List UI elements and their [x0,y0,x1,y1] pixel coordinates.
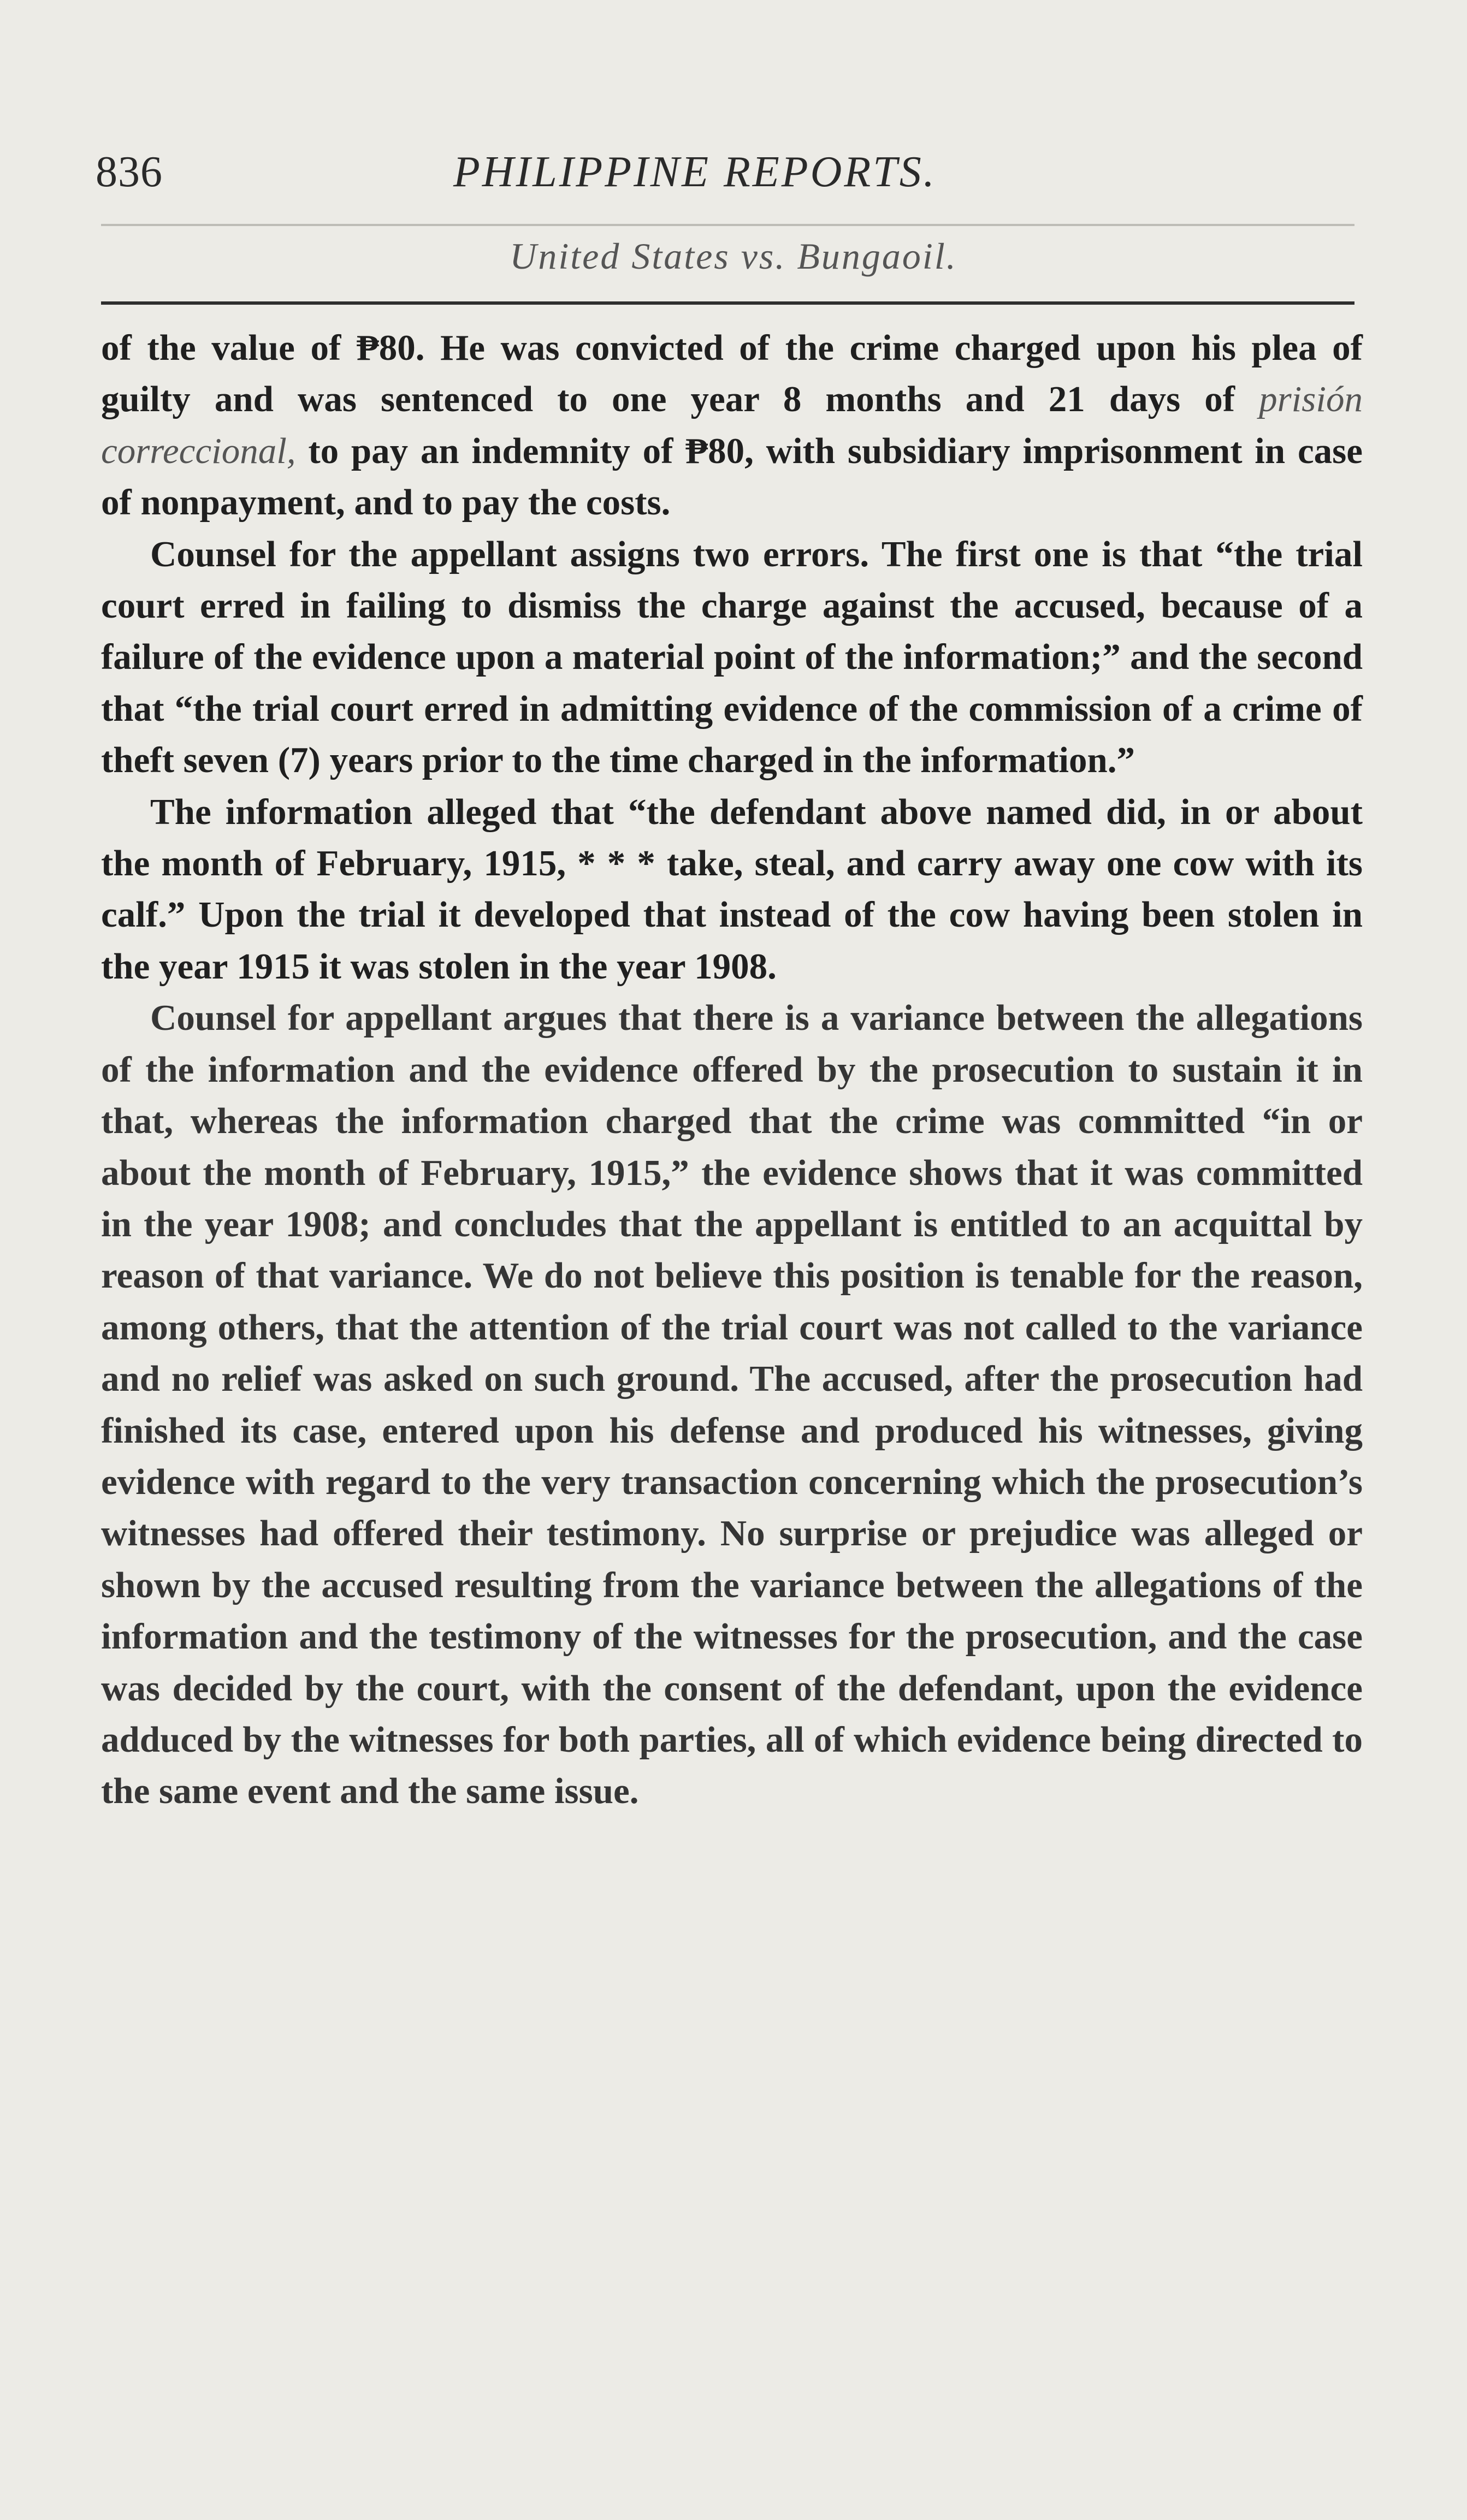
paragraph-1-text-end: to pay an indemnity of ₱80, with subsidiary imprisonment in case of nonpayment, and to pay the costs. [101,430,1363,523]
paragraph-1-italic-term: prisión correccional, [101,379,1363,471]
paragraph-1-text-start: of the value of ₱80. He was convicted of the crime charged upon his plea of guilty and was sentenced to one year 8 months and 21 days of [101,328,1363,420]
paragraph-4-text-end: The accused, after the prosecution had finished its case, entered upon his defense and produced his witnesses, giving evidence with regard to the very transaction concerning which the prosecution’s witnesses had offered their testimony. No surprise or prejudice was alleged or shown by the accused resulting from the variance between the allegations of the information and the testimony of the witnesses for the prosecution, and the case was decided by the court, with the consent of the defendant, upon the evidence adduced by the witnesses for both parties, all of which evidence being directed to the same event and the same issue. [101,1359,1363,1812]
running-title: PHILIPPINE REPORTS. [453,148,937,196]
paragraph-continued [101,322,1363,529]
paragraph-4 [101,992,1363,1817]
page-number: 836 [96,148,163,196]
header-top-rule [101,224,1354,226]
header-rule [101,301,1354,305]
case-caption: United States vs. Bungaoil. [510,235,957,277]
paragraph-2: Counsel for the appellant assigns two errors. The first one is that “the trial court erred in failing to dismiss the charge against the accused, because of a failure of the evidence upon a material point of the information;” and the second that “the trial court erred in admitting evidence of the commission of a crime of theft seven (7) years prior to the time charged in the information.” [101,533,1363,781]
paragraph-4-text-start: Counsel for appellant argues that there is a variance between the allegations of the information and the evidence offered by the prosecution to sustain it in that, whereas the information charged that the crime was committed “in or about the month of February, 1915,” the evidence shows that it was committed in the year 1908; and concludes that the appellant is entitled to an acquittal by reason of that variance. We do not believe this position is tenable for the reason, among others, that the attention of the trial court was not called to the variance and no relief was asked on such ground. [101,998,1363,1400]
paragraph-3: The information alleged that “the defendant above named did, in or about the month of February, 1915, * * * take, steal, and carry away one cow with its calf.” Upon the trial it developed that instead of the cow having been stolen in the year 1915 it was stolen in the year 1908. [101,791,1363,987]
body-text [101,322,1363,1817]
